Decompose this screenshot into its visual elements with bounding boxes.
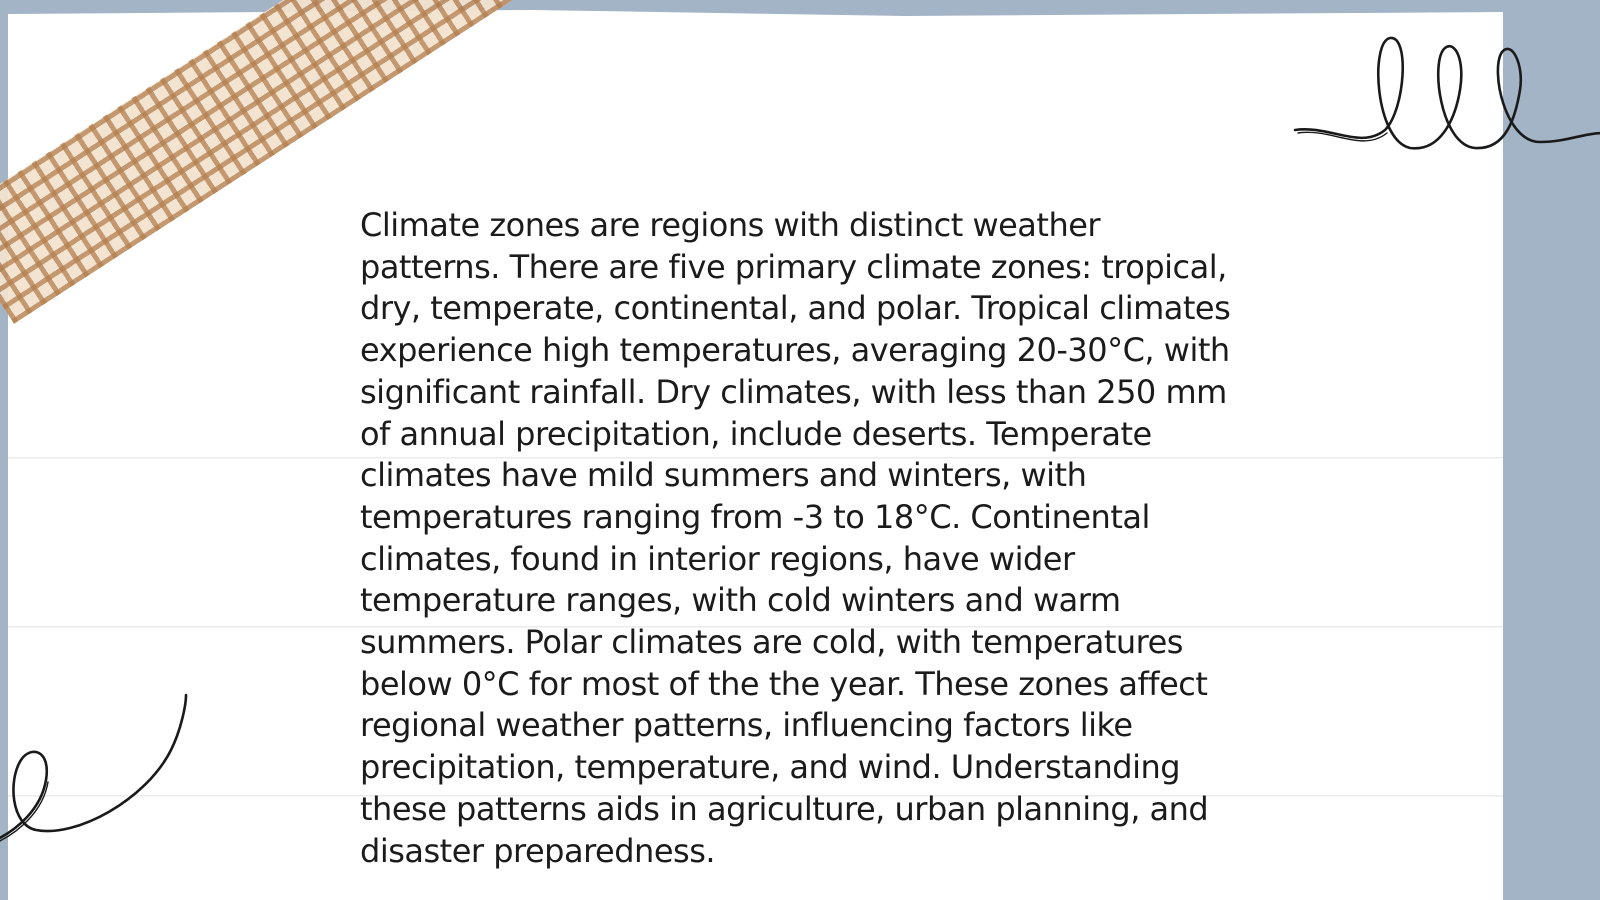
body-paragraph: Climate zones are regions with distinct weather patterns. There are five primary climate zones: tropical, dry, temperate, continental, and polar. Tropical climates experience high temperatures, averaging 20-30°C, with significant rainfall. Dry climates, with less than 250 mm of annual precipitation, include deserts. Temperate climates have mild summers and winters, with temperatures ranging from -3 to 18°C. Continental climates, found in interior regions, have wider temperature ranges, with cold winters and warm summers. Polar climates are cold, with temperatures below 0°C for most of the the year. These zones affect regional weather patterns, influencing factors like precipitation, temperature, and wind. Understanding these patterns aids in agriculture, urban planning, and disaster preparedness.: [360, 206, 1231, 870]
loop-swirl-doodle-icon: [1290, 30, 1600, 170]
single-loop-doodle-icon: [0, 690, 206, 855]
